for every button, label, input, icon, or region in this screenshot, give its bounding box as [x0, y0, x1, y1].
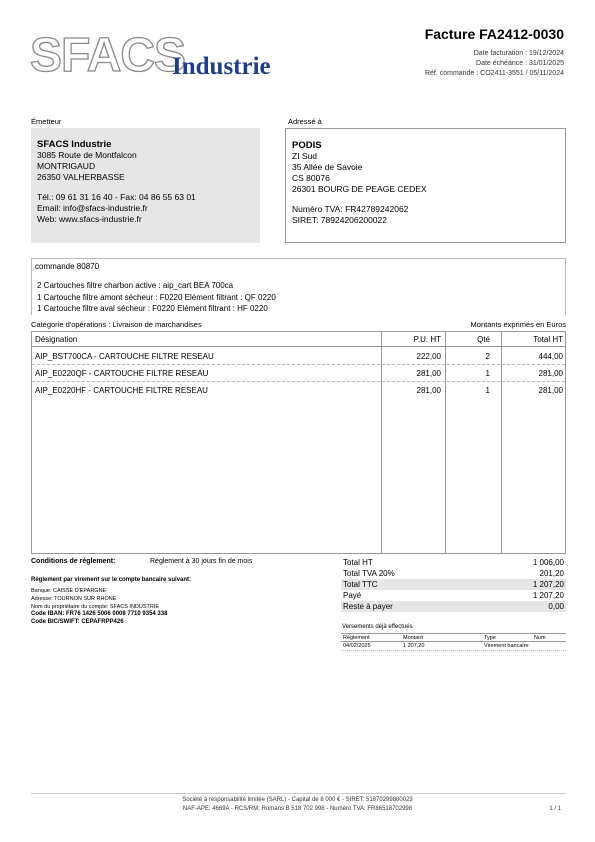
emetteur-web: Web: www.sfacs-industrie.fr [37, 214, 142, 224]
total-ttc-label: Total TTC [343, 580, 378, 589]
remaining-value: 0,00 [548, 602, 564, 611]
total-ht-label: Total HT [343, 558, 373, 567]
recipient-tva: Numéro TVA: FR42789242062 [292, 204, 409, 214]
invoice-title: Facture FA2412-0030 [424, 26, 564, 42]
company-logo-suffix: Industrie [172, 53, 271, 80]
col-header-designation: Désignation [35, 335, 78, 344]
payment-terms-label: Conditions de règlement: [31, 558, 116, 565]
paid-value: 1 207,20 [532, 591, 564, 600]
item-unit-price: 281,00 [416, 386, 441, 395]
payments-header-reglement: Règlement [343, 635, 370, 641]
recipient-address2: 35 Allée de Savoie [292, 162, 363, 172]
item-quantity: 1 [485, 369, 490, 378]
recipient-siret: SIRET: 78924206200022 [292, 215, 387, 225]
account-owner: Nom du propriétaire du compte: SFACS INDUSTRIE [31, 604, 160, 610]
emetteur-phone: Tél.: 09 61 31 16 40 - Fax: 04 86 55 63 01 [37, 192, 196, 202]
payment-amount: 1 207,20 [403, 643, 425, 649]
recipient-address1: ZI Sud [292, 151, 318, 161]
emetteur-label: Émetteur [31, 117, 62, 126]
payments-header-type: Type [484, 635, 496, 641]
invoice-date: Date facturation : 19/12/2024 [473, 50, 564, 57]
payment-date: 04/02/2025 [343, 643, 371, 649]
order-line: 2 Cartouches filtre charbon active : aip_cart BEA 700ca [37, 281, 234, 290]
recipient-label: Adressé à [288, 117, 322, 126]
item-unit-price: 281,00 [416, 369, 441, 378]
item-total: 281,00 [538, 369, 563, 378]
iban: Code IBAN: FR76 1426 5006 0008 7710 9354 338 [31, 611, 168, 617]
recipient-box [285, 128, 566, 243]
recipient-name: PODIS [292, 140, 322, 151]
remaining-row [341, 601, 566, 612]
item-quantity: 2 [485, 352, 490, 361]
total-ht-row [341, 557, 566, 568]
item-total: 444,00 [538, 352, 563, 361]
bank-name: Banque: CAISSE D'EPARGNE [31, 588, 107, 594]
emetteur-email: Email: info@sfacs-industrie.fr [37, 203, 148, 213]
order-notes-box [31, 258, 566, 315]
order-line: 1 Cartouche filtre amont sécheur : F0220 Elément filtrant : QF 0220 [37, 293, 276, 302]
item-total: 281,00 [538, 386, 563, 395]
payments-divider [341, 633, 566, 634]
col-header-total: Total HT [533, 335, 563, 344]
footer-divider [31, 793, 566, 794]
col-header-quantity: Qté [477, 335, 490, 344]
payment-terms-value: Règlement à 30 jours fin de mois [150, 558, 253, 565]
total-tva-row [341, 568, 566, 579]
payments-title: Versements déjà effectués [342, 624, 413, 630]
total-ttc-value: 1 207,20 [532, 580, 564, 589]
bank-address: Adresse: TOURNON SUR RHONE [31, 596, 117, 602]
emetteur-box [31, 128, 260, 243]
order-line: 1 Cartouche filtre aval sécheur : F0220 Elément filtrant : HF 0220 [37, 304, 268, 313]
total-ttc-row [341, 579, 566, 590]
operation-category: Catégorie d'opérations : Livraison de marchandises [31, 320, 202, 329]
item-designation: AIP_E0220HF - CARTOUCHE FILTRE RESEAU [35, 386, 208, 395]
payments-header-montant: Montant [403, 635, 423, 641]
payment-type: Virement bancaire [484, 643, 529, 649]
bank-transfer-title: Règlement par virement sur le compte bancaire suivant: [31, 577, 192, 583]
payments-divider [341, 641, 566, 642]
recipient-address3: CS 80076 [292, 173, 330, 183]
payments-header-num: Num [534, 635, 546, 641]
order-number: commande 80870 [35, 262, 100, 271]
recipient-address4: 26301 BOURG DE PEAGE CEDEX [292, 184, 427, 194]
footer-legal-line1: Société à responsabilité limitée (SARL) - Capital de 8 000 € - SIRET: 51870299800023 [182, 797, 413, 803]
item-designation: AIP_E0220QF - CARTOUCHE FILTRE RESEAU [35, 369, 209, 378]
emetteur-address2: MONTRIGAUD [37, 161, 96, 171]
total-tva-label: Total TVA 20% [343, 569, 395, 578]
bic-swift: Code BIC/SWIFT: CEPAFRPP426 [31, 619, 124, 625]
paid-row [341, 590, 566, 601]
remaining-label: Reste à payer [343, 602, 393, 611]
order-reference: Réf. commande : CO2411-3551 / 05/11/2024 [424, 70, 564, 77]
footer-legal-line2: NAF-APE: 4669A - RCS/RM: Romans B 518 702 998 - Numéro TVA: FR86518702998 [182, 806, 413, 812]
payments-divider [341, 650, 566, 651]
items-table [31, 331, 566, 554]
emetteur-name: SFACS Industrie [37, 139, 112, 150]
col-header-unit-price: P.U. HT [413, 335, 441, 344]
invoice-due-date: Date échéance : 31/01/2025 [476, 60, 564, 67]
item-quantity: 1 [485, 386, 490, 395]
paid-label: Payé [343, 591, 362, 600]
emetteur-address1: 3085 Route de Montfalcon [37, 150, 137, 160]
currency-note: Montants exprimés en Euros [470, 320, 566, 329]
emetteur-address3: 26350 VALHERBASSE [37, 172, 125, 182]
item-designation: AIP_BST700CA - CARTOUCHE FILTRE RESEAU [35, 352, 214, 361]
company-logo: SFACS [30, 29, 186, 82]
page-number: 1 / 1 [549, 806, 561, 812]
total-ht-value: 1 006,00 [532, 558, 564, 567]
total-tva-value: 201,20 [539, 569, 564, 578]
item-unit-price: 222,00 [416, 352, 441, 361]
